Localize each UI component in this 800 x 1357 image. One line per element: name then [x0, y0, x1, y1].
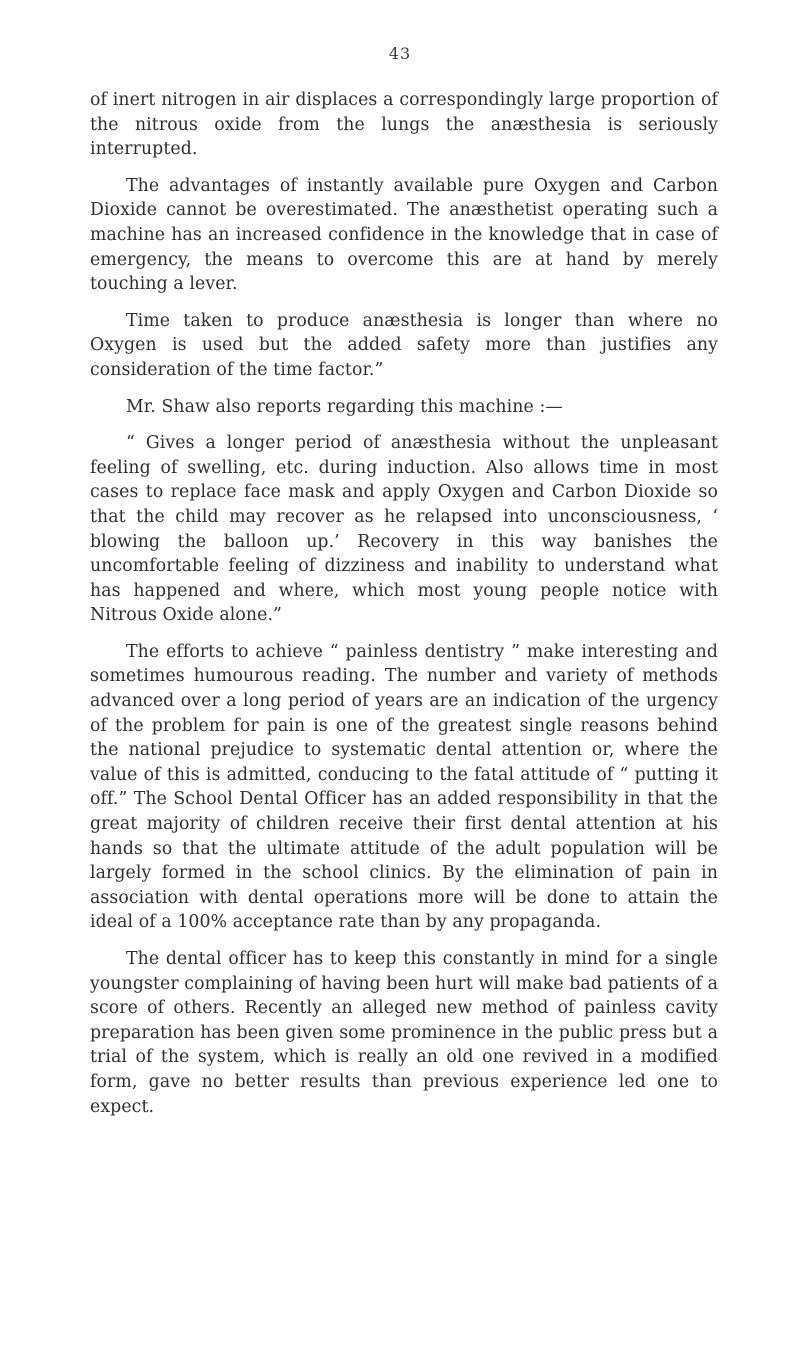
paragraph-continuation: of inert nitrogen in air displaces a correspondingly large proportion of the nitrous oxide from the lungs the anæsthesia is seriously interrupted. — [90, 90, 718, 160]
page-number: 43 — [388, 44, 412, 63]
body-text — [90, 88, 718, 1119]
paragraph-time-taken: Time taken to produce anæsthesia is longer than where no Oxygen is used but the added safety more than justifies any consideration of the time factor.” — [90, 310, 718, 380]
paragraph-shaw-report: Mr. Shaw also reports regarding this machine :— — [126, 396, 563, 417]
paragraph-quote: “ Gives a longer period of anæsthesia without the unpleasant feeling of swelling, etc. during induction. Also allows time in most cases to replace face mask and apply Oxygen and Carbon Dioxide so that the child may recover as he relapsed into unconsciousness, ‘ blowing the balloon up.’ Recovery in this way banishes the uncomfortable feeling of dizziness and inability to understand what has happened and where, which most young people notice with Nitrous Oxide alone.” — [90, 433, 718, 626]
paragraph-painless-dentistry: The efforts to achieve “ painless dentistry ” make interesting and sometimes humourous reading. The number and variety of methods advanced over a long period of years are an indication of the urgency of the problem for pain is one of the greatest single reasons behind the national prejudice to systematic dental attention or, where the value of this is admitted, conducing to the fatal attitude of “ putting it off.” The School Dental Officer has an added responsibility in that the great majority of children receive their first dental attention at his hands so that the ultimate attitude of the adult population will be largely formed in the school clinics. By the elimination of pain in association with dental operations more will be done to attain the ideal of a 100% acceptance rate than by any propaganda. — [90, 641, 718, 933]
paragraph-advantages: The advantages of instantly available pure Oxygen and Carbon Dioxide cannot be overestimated. The anæsthetist operating such a machine has an increased confidence in the knowledge that in case of emergency, the means to overcome this are at hand by merely touching a lever. — [90, 175, 718, 295]
paragraph-dental-officer: The dental officer has to keep this constantly in mind for a single youngster complaining of having been hurt will make bad patients of a score of others. Recently an alleged new method of painless cavity preparation has been given some prominence in the public press but a trial of the system, which is really an old one revived in a modified form, gave no better results than previous experience led one to expect. — [90, 949, 718, 1117]
